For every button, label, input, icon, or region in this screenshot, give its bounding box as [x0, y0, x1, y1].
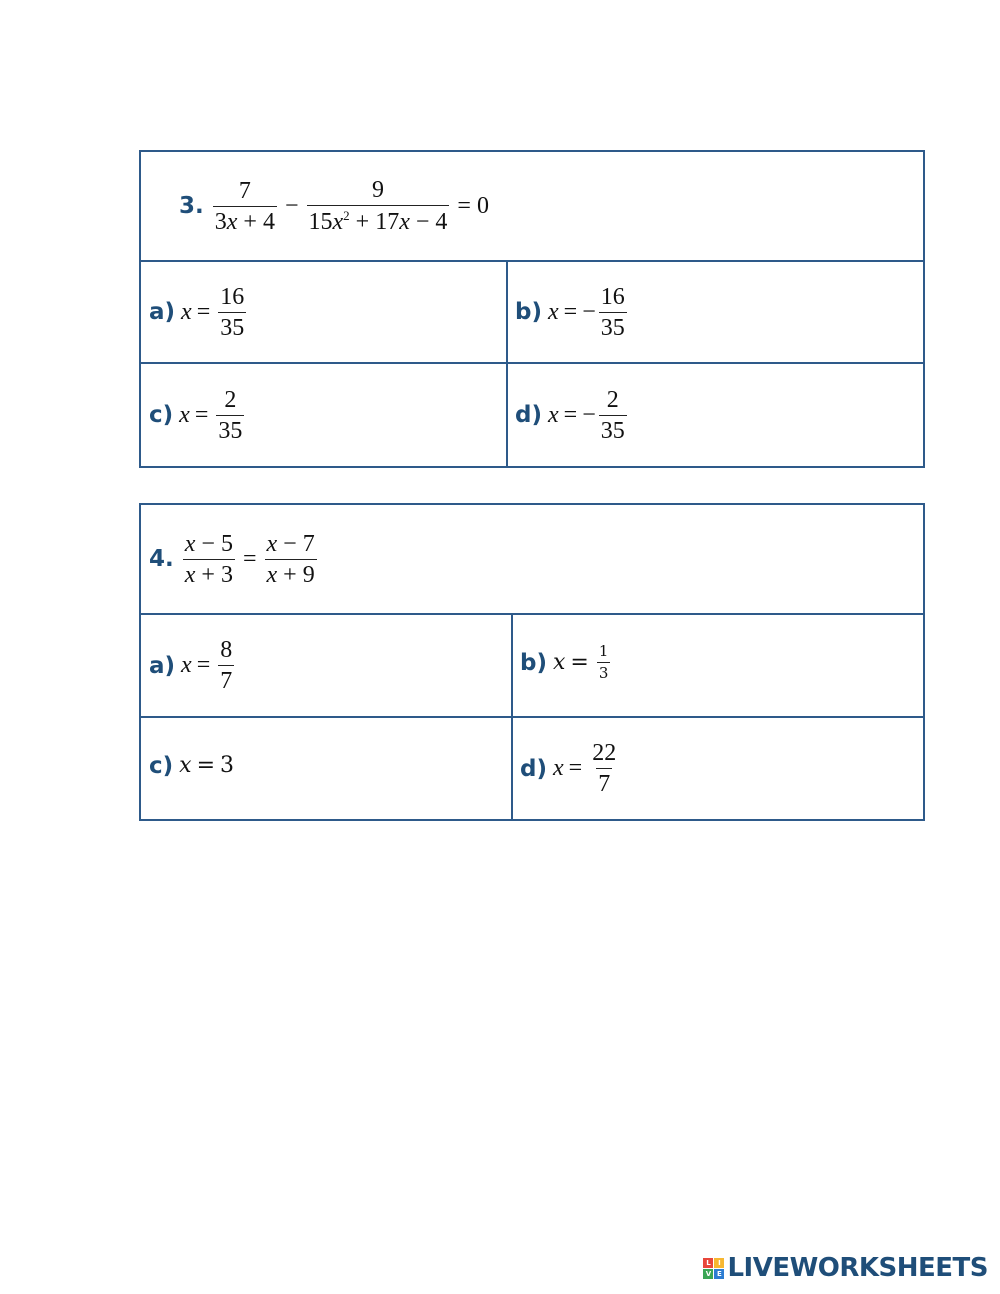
answer-option-d[interactable]: d) x = − $\frac{2}{35}$	[515, 386, 625, 444]
numerator: 2	[224, 386, 237, 413]
numerator: 22	[592, 740, 617, 766]
column-divider	[506, 260, 508, 466]
denominator: 35	[599, 415, 627, 443]
question-3-number: 3.	[179, 193, 204, 219]
denominator: 7	[596, 768, 612, 796]
answer-option-d[interactable]: d) x = $\frac{22}{7}$	[520, 740, 617, 797]
option-label: a)	[149, 652, 176, 679]
answer-option-b[interactable]: b) x = $\frac{1}{3}$	[520, 642, 609, 682]
option-label: b)	[515, 299, 542, 325]
option-label: c)	[149, 402, 174, 428]
sign: −	[582, 401, 596, 428]
question-4-equation: $\frac{x - 5}{x + 3}$ = $\frac{x - 7}{x + 9}$	[184, 530, 315, 588]
option-label: c)	[149, 752, 174, 779]
answer-option-c[interactable]: c) x = 3	[149, 752, 235, 779]
numerator: 16	[220, 283, 245, 310]
liveworksheets-logo-icon: L I V E	[703, 1258, 724, 1279]
value: 3	[220, 753, 235, 778]
option-label: a)	[149, 299, 176, 325]
option-label: b)	[520, 649, 547, 676]
option-label: d)	[515, 402, 542, 428]
numerator: 1	[598, 642, 609, 660]
question-4-prompt	[149, 505, 320, 613]
brand-logo	[703, 1253, 988, 1283]
answer-option-a[interactable]: a) x = $\frac{8}{7}$	[149, 637, 233, 694]
denominator: 35	[599, 312, 627, 340]
denominator: 3	[598, 664, 609, 682]
column-divider	[511, 613, 513, 819]
numerator: 8	[220, 637, 233, 663]
brand-name: LIVEWORKSHEETS	[727, 1253, 988, 1283]
question-3-card	[139, 150, 925, 468]
numerator: 16	[600, 283, 625, 310]
denominator: 7	[218, 665, 234, 693]
sign: −	[582, 298, 596, 325]
question-4-card	[139, 503, 925, 821]
question-3-prompt	[179, 152, 494, 260]
denominator: 35	[216, 415, 244, 443]
answer-option-c[interactable]: c) x = $\frac{2}{35}$	[149, 386, 243, 444]
numerator: 2	[606, 386, 619, 413]
question-3-equation: $\frac{7}{3x + 4}$ − $\frac{9}{15x^2 + 17x - 4}$ = 0	[214, 177, 489, 235]
answer-option-b[interactable]: b) x = − $\frac{16}{35}$	[515, 283, 625, 341]
option-label: d)	[520, 755, 547, 782]
question-4-number: 4.	[149, 546, 174, 572]
denominator: 35	[218, 312, 246, 340]
answer-option-a[interactable]: a) x = $\frac{16}{35}$	[149, 283, 245, 341]
